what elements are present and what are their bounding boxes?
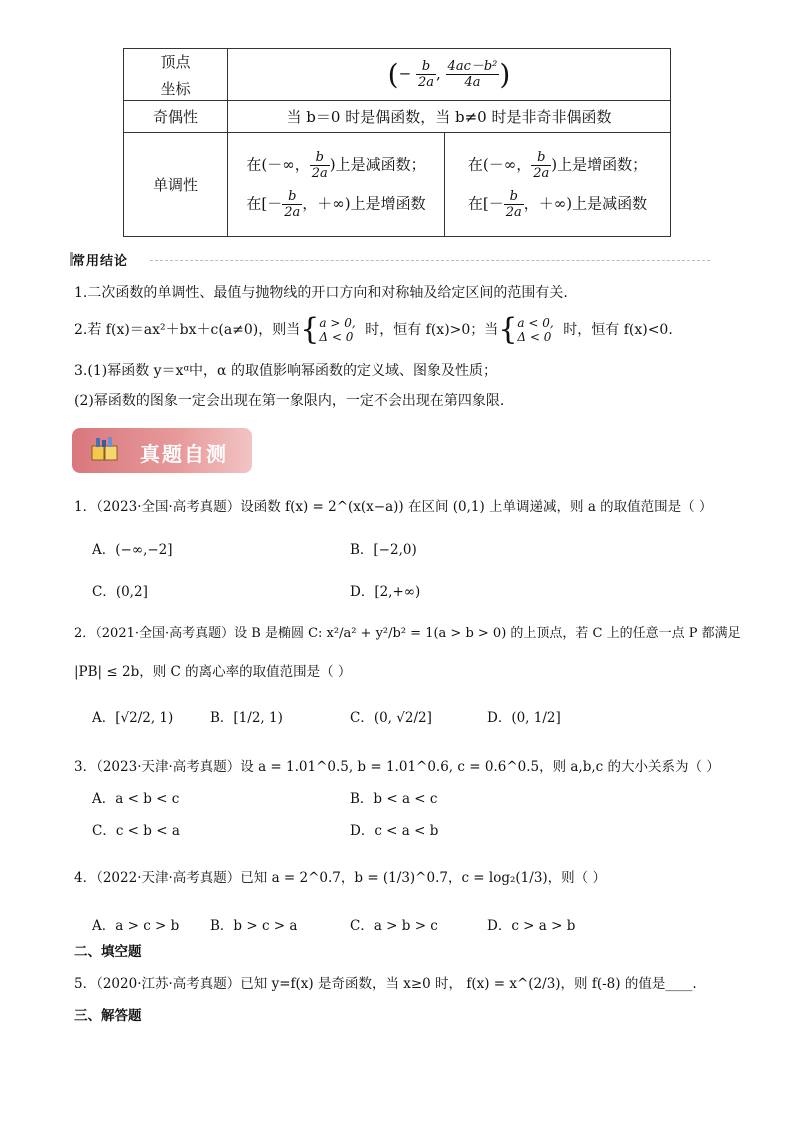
question-2-line2: |PB| ≤ 2b，则 C 的离心率的取值范围是（ ） — [74, 664, 352, 680]
q3-option-b: B．b < a < c — [350, 791, 438, 807]
q1-option-a: A．(−∞,−2] — [92, 542, 173, 558]
monotonic-left-cell: 在(－∞， $\frac{b}{2a}$ )上是减函数； 在[－ $\frac{b}{2a}$ ，＋∞)上是增函数 — [228, 133, 445, 237]
question-5: 5．（2020·江苏·高考真题）已知 y=f(x) 是奇函数，当 x≥0 时， f(x) = x^(2/3)，则 f(-8) 的值是____. — [74, 976, 697, 992]
conclusion-2: 2.若 f(x)＝ax²＋bx＋c(a≠0)，则当{ a > 0, Δ < 0 时，恒有 f(x)>0；当{ a < 0, Δ < 0 时，恒有 f(x)<0. — [74, 312, 673, 347]
conclusion-4: (2)幂函数的图象一定会出现在第一象限内，一定不会出现在第四象限. — [74, 393, 505, 409]
section-title: 常用结论 — [72, 253, 129, 268]
q4-option-d: D．c > a > b — [487, 918, 576, 934]
q1-option-c: C．(0,2] — [92, 584, 148, 600]
conclusion-3: 3.(1)幂函数 y＝xᵅ中，α 的取值影响幂函数的定义域、图象及性质； — [74, 363, 497, 379]
vertex-value-cell: (− $\frac{b}{2a}$ , $\frac{\text{4ac－b²}}{4a}$ ) — [228, 49, 671, 101]
question-2-line1: 2．（2021·全国·高考真题）设 B 是椭圆 C: x²/a² + y²/b² = 1(a > b > 0) 的上顶点，若 C 上的任意一点 P 都满足 — [74, 626, 741, 641]
q3-option-a: A．a < b < c — [92, 791, 180, 807]
q2-option-c: C．(0, √2/2] — [350, 710, 432, 726]
q2-option-b: B．[1/2, 1) — [210, 710, 283, 726]
vertex-label-cell — [124, 49, 228, 101]
q1-option-d: D．[2,+∞) — [350, 584, 421, 600]
question-4: 4．（2022·天津·高考真题）已知 a = 2^0.7，b = (1/3)^0.7，c = log₂(1/3)，则（ ） — [74, 870, 606, 886]
monotonic-right-cell: 在(－∞， $\frac{b}{2a}$ )上是增函数； 在[－ $\frac{b}{2a}$ ，＋∞)上是减函数 — [445, 133, 671, 237]
part-2-heading: 二、填空题 — [74, 944, 142, 959]
conclusion-1: 1.二次函数的单调性、最值与抛物线的开口方向和对称轴及给定区间的范围有关. — [74, 285, 568, 301]
parity-value: 当 b＝0 时是偶函数，当 b≠0 时是非奇非偶函数 — [228, 101, 671, 133]
q4-option-c: C．a > b > c — [350, 918, 438, 934]
properties-table — [123, 48, 671, 237]
question-1: 1．（2023·全国·高考真题）设函数 f(x) = 2^(x(x−a)) 在区间 (0,1) 上单调递减，则 a 的取值范围是（ ） — [74, 499, 713, 515]
q3-option-c: C．c < b < a — [92, 823, 180, 839]
q4-option-a: A．a > c > b — [92, 918, 180, 934]
question-3: 3．（2023·天津·高考真题）设 a = 1.01^0.5, b = 1.01^0.6, c = 0.6^0.5，则 a,b,c 的大小关系为（ ） — [74, 759, 720, 775]
vertex-label-b: 坐标 — [160, 79, 191, 98]
vertex-label-a: 顶点 — [160, 52, 191, 71]
section-divider — [150, 260, 710, 261]
book-icon — [90, 436, 120, 464]
q2-option-d: D．(0, 1/2] — [487, 710, 561, 726]
monotonic-label: 单调性 — [124, 133, 228, 237]
q1-option-b: B．[−2,0) — [350, 542, 417, 558]
q4-option-b: B．b > c > a — [210, 918, 298, 934]
q3-option-d: D．c < a < b — [350, 823, 439, 839]
part-3-heading: 三、解答题 — [74, 1008, 142, 1023]
banner-title: 真题自测 — [140, 444, 228, 466]
parity-label: 奇偶性 — [124, 101, 228, 133]
q2-option-a: A．[√2/2, 1) — [92, 710, 174, 726]
